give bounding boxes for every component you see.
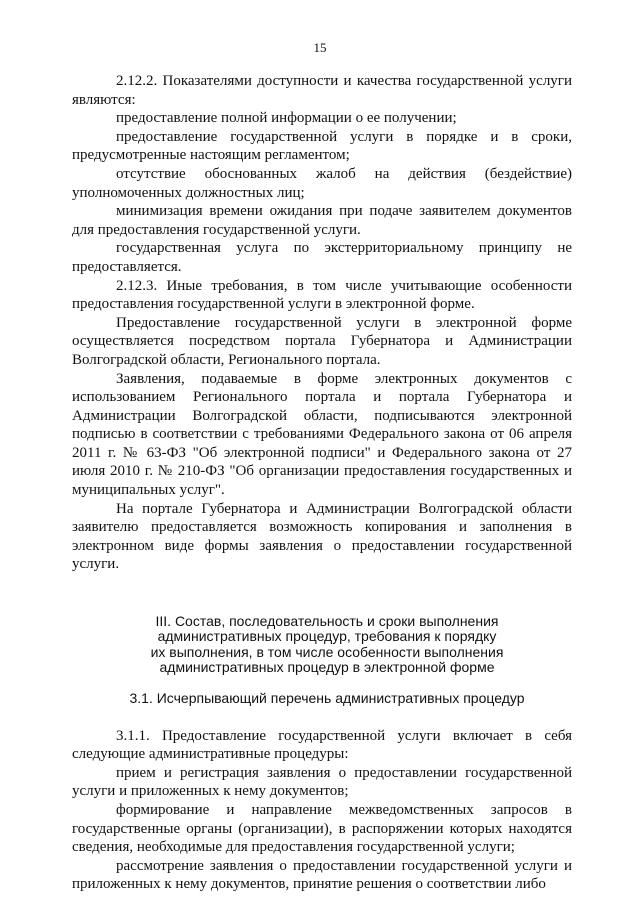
paragraph-interagency-requests: формирование и направление межведомственных запросов в государственные органы (организации), в распоряжении которых находятся сведения, необходимые для предоставления государственной услуги; [72, 802, 572, 856]
subsection-3-1-heading: 3.1. Исчерпывающий перечень административных процедур [129, 689, 525, 706]
paragraph-waiting-time: минимизация времени ожидания при подаче заявителем документов для предоставления государственной услуги. [72, 203, 572, 238]
section-3-heading [72, 614, 572, 676]
section-heading-line: административных процедур в электронной форме [159, 659, 495, 676]
paragraph-portal-copying: На портале Губернатора и Администрации Волгоградской области заявителю предоставляется возможность копирования и заполнения в электронном виде формы заявления о предоставлении государственной услуги. [72, 500, 572, 573]
page-number: 15 [313, 40, 327, 55]
paragraph-2-12-2: 2.12.2. Показателями доступности и качества государственной услуги являются: [72, 73, 572, 108]
paragraph-extraterritorial: государственная услуга по экстерриториальному принципу не предоставляется. [72, 240, 572, 275]
paragraph-electronic-form: Предоставление государственной услуги в электронной форме осуществляется посредством портала Губернатора и Администрации Волгоградской области, Регионального портала. [72, 314, 572, 368]
paragraph-no-complaints: отсутствие обоснованных жалоб на действия (бездействие) уполномоченных должностных лиц; [72, 165, 572, 201]
paragraph-reception-registration: прием и регистрация заявления о предоставлении государственной услуги и приложенных к нему документов; [72, 764, 572, 800]
section-heading-line: их выполнения, в том числе особенности выполнения [150, 643, 504, 660]
paragraph-order-and-terms: предоставление государственной услуги в порядке и в сроки, предусмотренные настоящим регламентом; [72, 128, 572, 164]
paragraph-electronic-signature: Заявления, подаваемые в форме электронных документов с использованием Регионального портала и портала Губернатора и Администрации Волгоградской области, подписываются электронной подписью в соответствии с требованиями Федерального закона от 06 апреля 2011 г. № 63-ФЗ "Об электронной подписи" и Федерального закона от 27 июля 2010 г. № 210-ФЗ "Об организации предоставления государственных и муниципальных услуг". [72, 370, 572, 499]
paragraph-review-decision: рассмотрение заявления о предоставлении государственной услуги и приложенных к нему документов, принятие решения о соответствии либо [72, 857, 572, 893]
paragraph-full-info: предоставление полной информации о ее получении; [116, 110, 457, 127]
paragraph-2-12-3: 2.12.3. Иные требования, в том числе учитывающие особенности предоставления государственной услуги в электронной форме. [72, 277, 572, 313]
paragraph-3-1-1: 3.1.1. Предоставление государственной услуги включает в себя следующие административные процедуры: [72, 727, 572, 763]
document-body [72, 72, 572, 894]
section-heading-line: III. Состав, последовательность и сроки выполнения [155, 613, 499, 630]
section-heading-line: административных процедур, требования к порядку [157, 628, 497, 645]
